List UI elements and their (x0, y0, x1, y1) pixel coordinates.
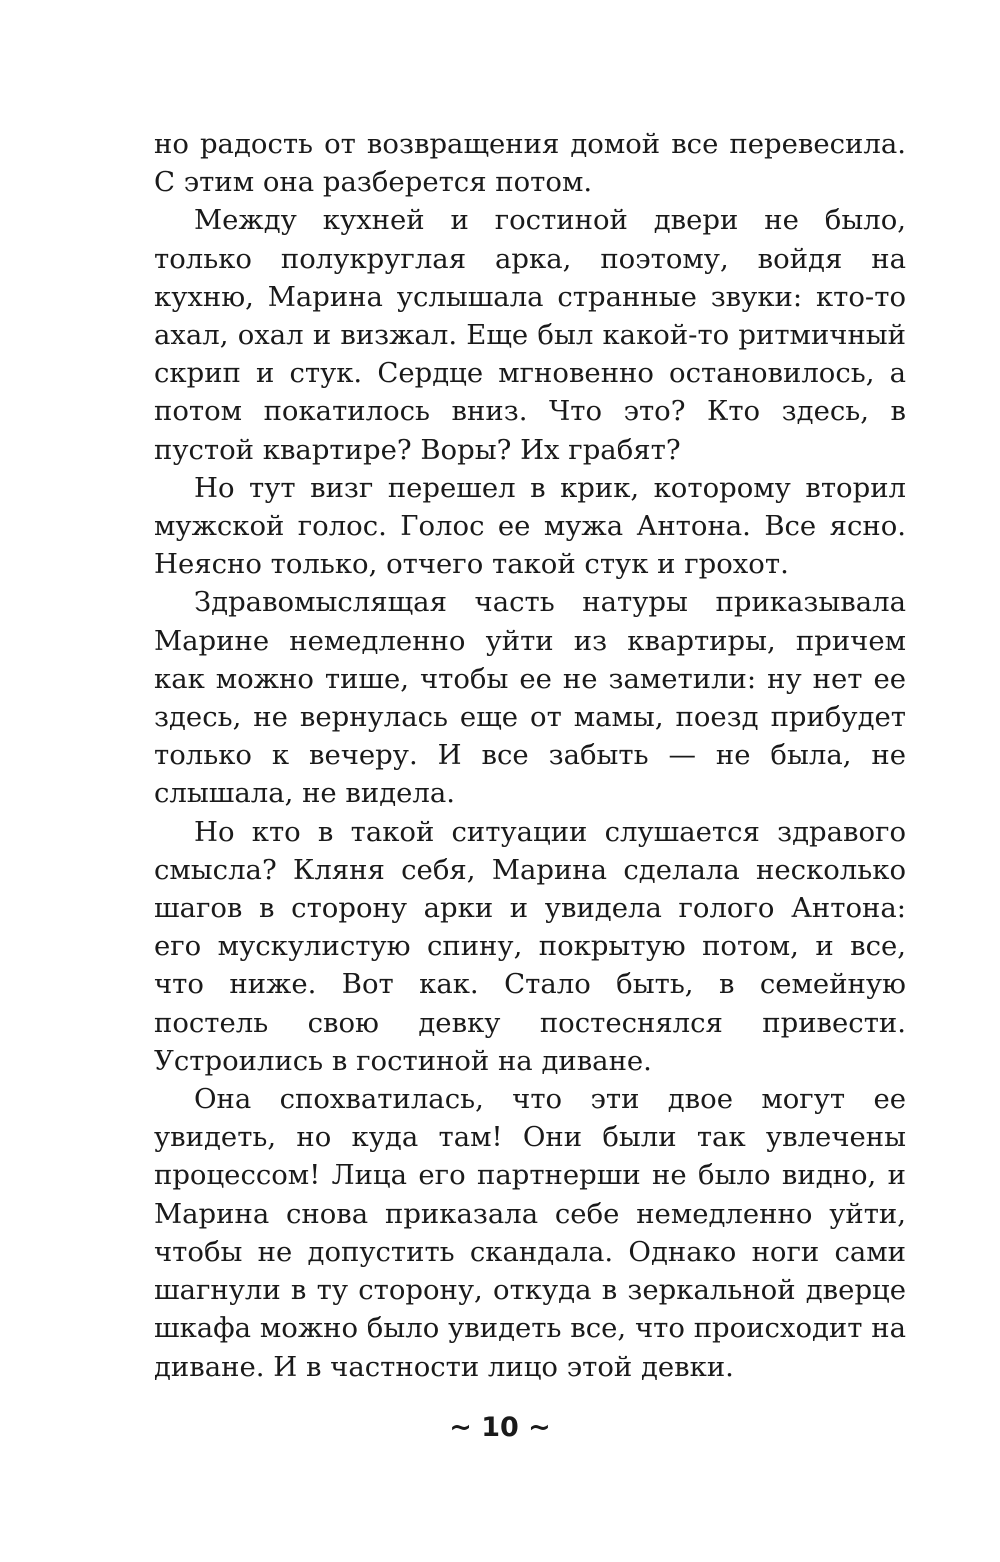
paragraph-6: Она спохватилась, что эти двое могут ее увидеть, но куда там! Они были так увлечены процессом! Лица его партнерши не было видно, и Марина снова приказала себе немедленно уйти, чтобы не допустить скандала. Однако ноги сами шагнули в ту сторону, откуда в зеркальной дверце шкафа можно было увидеть все, что происходит на диване. И в частности лицо этой девки. (154, 1083, 906, 1383)
body-text (154, 125, 906, 1386)
paragraph-3: Но тут визг перешел в крик, которому вторил мужской голос. Голос ее мужа Антона. Все ясно. Неясно только, отчего такой стук и грохот. (154, 471, 906, 581)
page-number: ~ 10 ~ (449, 1412, 551, 1443)
paragraph-5: Но кто в такой ситуации слушается здравого смысла? Кляня себя, Марина сделала несколько шагов в сторону арки и увидела голого Антона: его мускулистую спину, покрытую потом, и все, что ниже. Вот как. Стало быть, в семейную постель свою девку постеснялся привести. Устроились в гостиной на диване. (154, 815, 906, 1077)
paragraph-1: но радость от возвращения домой все перевесила. С этим она разберется потом. (154, 128, 906, 199)
paragraph-2: Между кухней и гостиной двери не было, только полукруглая арка, поэтому, войдя на кухню, Марина услышала странные звуки: кто-то ахал, охал и визжал. Еще был какой-то ритмичный скрип и стук. Сердце мгновенно остановилось, а потом покатилось вниз. Что это? Кто здесь, в пустой квартире? Воры? Их грабят? (154, 204, 906, 466)
paragraph-4: Здравомыслящая часть натуры приказывала Марине немедленно уйти из квартиры, причем как можно тише, чтобы ее не заметили: ну нет ее здесь, не вернулась еще от мамы, поезд прибудет только к вечеру. И все забыть — не была, не слышала, не видела. (154, 586, 906, 810)
